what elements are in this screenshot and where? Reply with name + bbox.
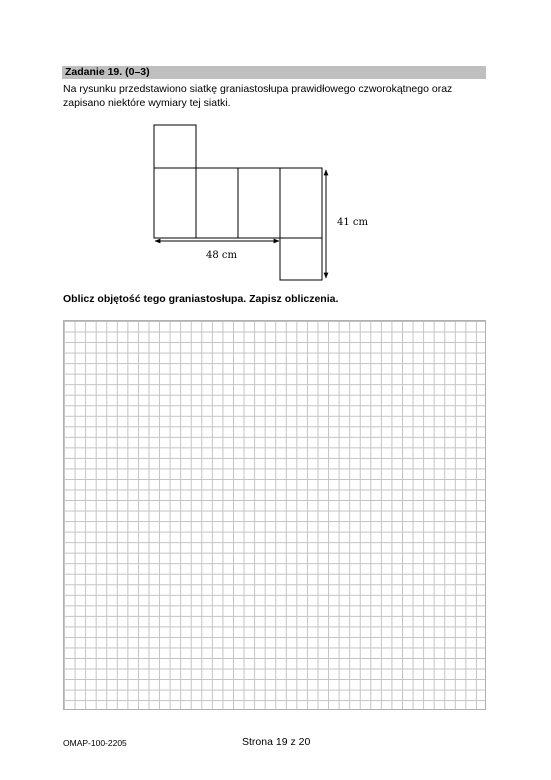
page-number: Strona 19 z 20 bbox=[242, 736, 311, 748]
net-side-face-2 bbox=[196, 168, 238, 238]
task-description-line-2: zapisano niektóre wymiary tej siatki. bbox=[63, 97, 231, 109]
prism-net-figure bbox=[0, 0, 551, 300]
height-dimension-label: 41 cm bbox=[337, 217, 368, 228]
net-side-face-1 bbox=[154, 168, 196, 238]
exam-code: OMAP-100-2205 bbox=[63, 738, 127, 748]
width-dimension-label: 48 cm bbox=[206, 250, 237, 261]
answer-grid[interactable] bbox=[63, 320, 486, 710]
question-prompt: Oblicz objętość tego graniastosłupa. Zapisz obliczenia. bbox=[63, 293, 339, 305]
net-side-face-4 bbox=[280, 168, 322, 238]
task-description-line-1: Na rysunku przedstawiono siatkę graniastosłupa prawidłowego czworokątnego oraz bbox=[63, 83, 453, 95]
net-side-face-3 bbox=[238, 168, 280, 238]
task-header: Zadanie 19. (0–3) bbox=[62, 66, 486, 79]
net-top-base-square bbox=[154, 125, 196, 168]
net-bottom-base-square bbox=[280, 238, 322, 280]
